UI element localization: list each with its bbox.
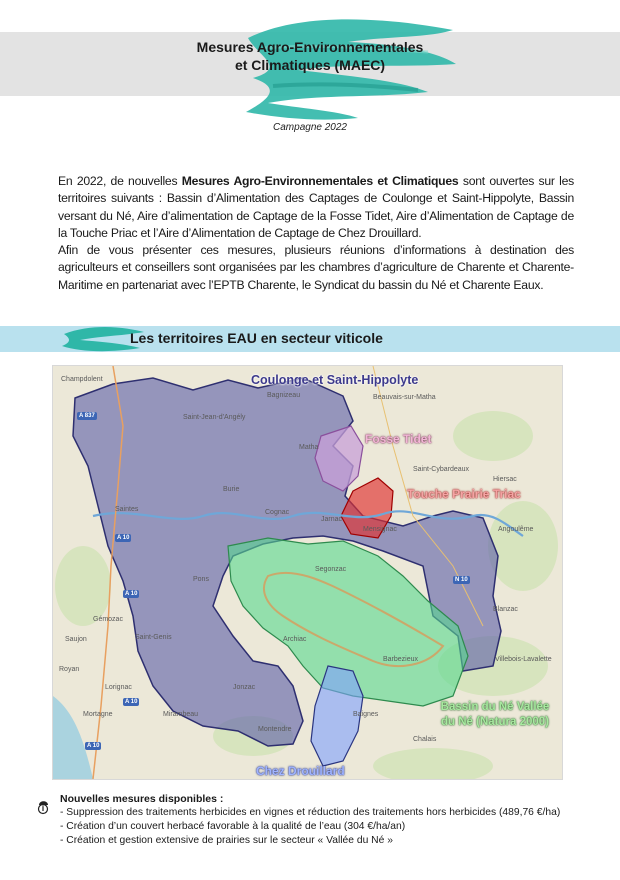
place-label: Royan — [59, 666, 80, 673]
place-label: Saint-Jean-d'Angély — [183, 414, 246, 421]
new-measures — [60, 792, 600, 848]
place-label: Montendre — [258, 726, 292, 733]
place-label: Mortagne — [83, 711, 113, 718]
place-label: Segonzac — [315, 566, 347, 573]
territories-map[interactable] — [52, 365, 563, 780]
label-fosse-tidet: Fosse Tidet — [365, 432, 432, 446]
place-label: Champdolent — [61, 376, 103, 383]
road-shield: A 10 — [117, 535, 130, 541]
place-label: Bagnizeau — [267, 392, 301, 399]
intro-p1-end: sont ouvertes sur les territoires suivants : Bassin d’Alimentation des Captages de Coulonge et Saint-Hippolyte, Bassin versant du Né, Aire d’alimentation de Captage de la Fosse Tidet, Aire d’Alimentation de Captage de la Touche Priac et l’Aire d’Alimentation de Captage de Chez Drouillard. — [58, 174, 575, 240]
place-label: Jonzac — [233, 684, 256, 691]
place-label: Saint-Cybardeaux — [413, 466, 470, 473]
place-label: Angoulême — [498, 526, 534, 533]
section-title: Les territoires EAU en secteur viticole — [130, 330, 383, 346]
road-shield: A 10 — [125, 699, 138, 705]
intro-text — [58, 173, 574, 294]
place-label: Beauvais-sur-Matha — [373, 394, 436, 401]
place-label: Matha — [299, 444, 319, 451]
list-item: - Suppression des traitements herbicides en vignes et réduction des traitements hors herbicides (489,76 €/ha) — [60, 807, 561, 818]
place-label: Baignes — [353, 711, 379, 718]
campaign-label: Campagne 2022 — [273, 122, 347, 133]
intro-p1-start: En 2022, de nouvelles — [58, 174, 182, 188]
road-shield: A 837 — [79, 413, 95, 419]
place-label: Archiac — [283, 636, 307, 643]
label-touche-prairie: Touche Prairie Triac — [407, 487, 521, 501]
place-label: Mirambeau — [163, 711, 199, 718]
intro-paragraph-1 — [58, 173, 574, 242]
info-icon — [34, 797, 52, 815]
place-label: Gémozac — [93, 616, 123, 623]
place-label: Jarnac — [321, 516, 343, 523]
place-label: Saint-Genis — [135, 634, 172, 641]
place-label: Saujon — [65, 636, 87, 643]
intro-p1-bold: Mesures Agro-Environnementales et Climatiques — [181, 174, 459, 188]
place-label: Pons — [193, 576, 209, 583]
road-shield: A 10 — [125, 591, 138, 597]
place-label: Barbezieux — [383, 656, 419, 663]
measures-list — [60, 806, 600, 848]
place-label: Mensignac — [363, 526, 397, 533]
place-label: Saintes — [115, 506, 139, 513]
title-line-2: et Climatiques (MAEC) — [234, 57, 386, 73]
place-label: Hiersac — [493, 476, 517, 483]
road-shield: N 10 — [455, 577, 468, 583]
place-label: Cognac — [265, 509, 290, 516]
measures-heading: Nouvelles mesures disponibles : — [60, 793, 224, 805]
list-item: - Création et gestion extensive de prairies sur le secteur « Vallée du Né » — [60, 835, 393, 846]
label-chez-drouillard: Chez Drouillard — [256, 764, 345, 778]
road-shield: A 10 — [87, 743, 100, 749]
list-item: - Création d’un couvert herbacé favorable à la qualité de l’eau (304 €/ha/an) — [60, 821, 406, 832]
place-label: Blanzac — [493, 606, 518, 613]
intro-paragraph-2: Afin de vous présenter ces mesures, plusieurs réunions d’informations à destination des agriculteurs et conseillers sont organisées par les chambres d’agriculture de Charente et Charente-Maritime en partenariat avec l’EPTB Charente, le Syndicat du bassin du Né et Charente Eaux. — [58, 243, 574, 292]
page-title — [0, 38, 620, 74]
place-label: Burie — [223, 486, 240, 493]
place-label: Lorignac — [105, 684, 132, 691]
place-label: Chalais — [413, 736, 437, 743]
title-line-1: Mesures Agro-Environnementales — [196, 39, 424, 55]
place-label: Villebois-Lavalette — [495, 656, 552, 663]
label-bassin-ne: Bassin du Né Vallée du Né (Natura 2000) — [440, 701, 550, 728]
label-coulonge: Coulonge et Saint-Hippolyte — [251, 373, 419, 387]
